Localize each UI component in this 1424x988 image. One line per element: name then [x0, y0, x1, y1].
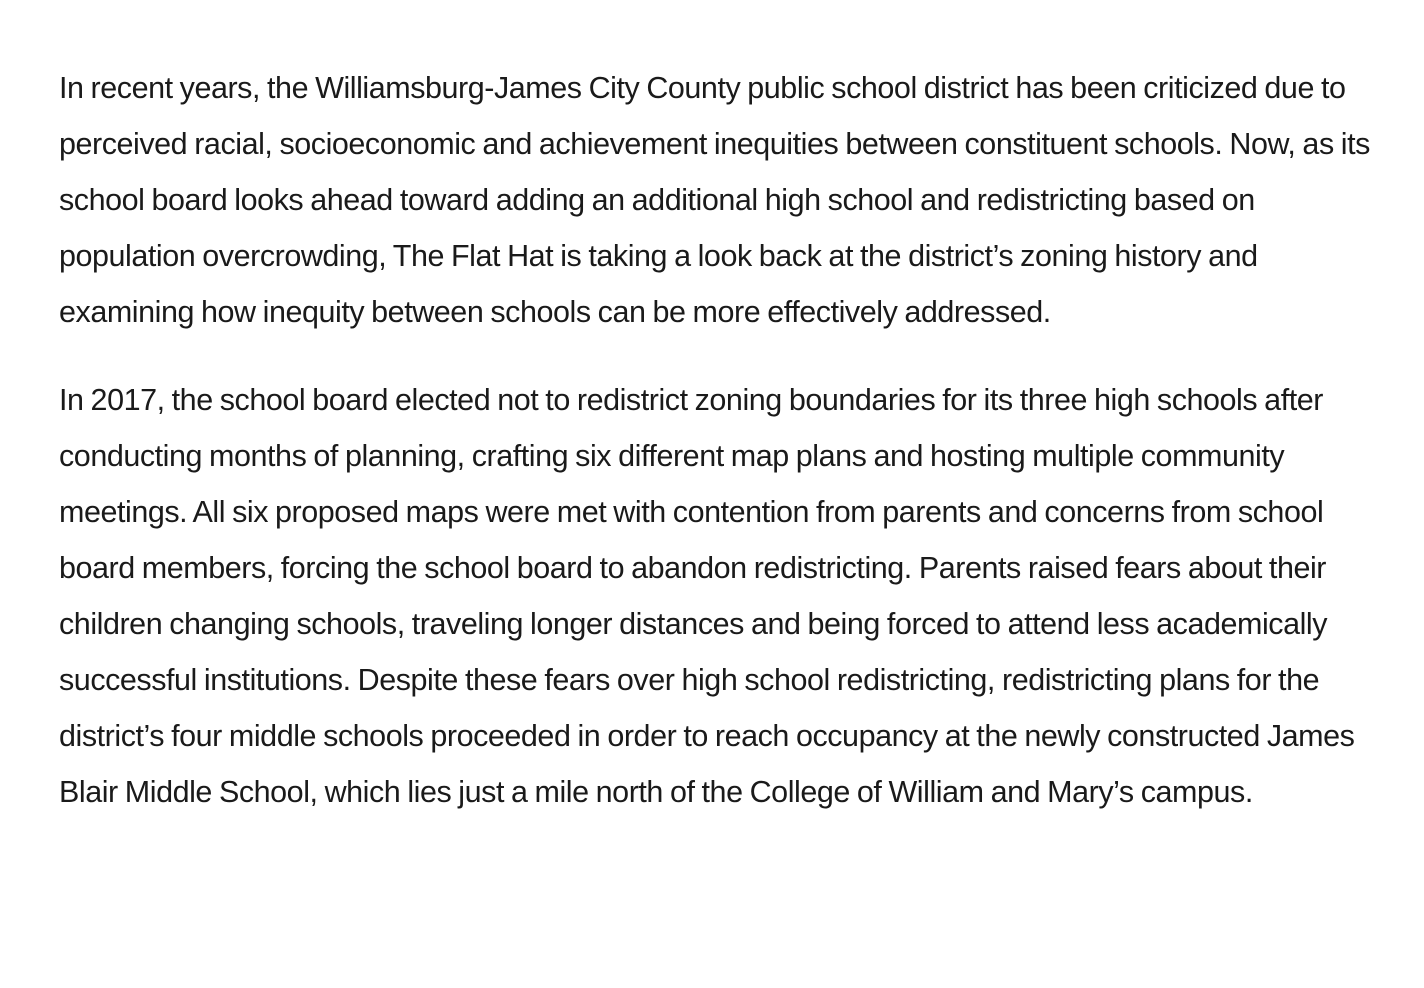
article-paragraph-2: In 2017, the school board elected not to redistrict zoning boundaries for its three high schools after conducting months of planning, crafting six different map plans and hosting multiple community meetings. All six proposed maps were met with contention from parents and concerns from school board members, forcing the school board to abandon redistricting. Parents raised fears about their children changing schools, traveling longer distances and being forced to attend less academically successful institutions. Despite these fears over high school redistricting, redistricting plans for the district’s four middle schools proceeded in order to reach occupancy at the newly constructed James Blair Middle School, which lies just a mile north of the College of William and Mary’s campus.	[59, 383, 1355, 809]
article-paragraph-1: In recent years, the Williamsburg-James City County public school district has been criticized due to perceived racial, socioeconomic and achievement inequities between constituent schools. Now, as its school board looks ahead toward adding an additional high school and redistricting based on population overcrowding, The Flat Hat is taking a look back at the district’s zoning history and examining how inequity between schools can be more effectively addressed.	[59, 71, 1370, 329]
article-body	[59, 60, 1389, 820]
